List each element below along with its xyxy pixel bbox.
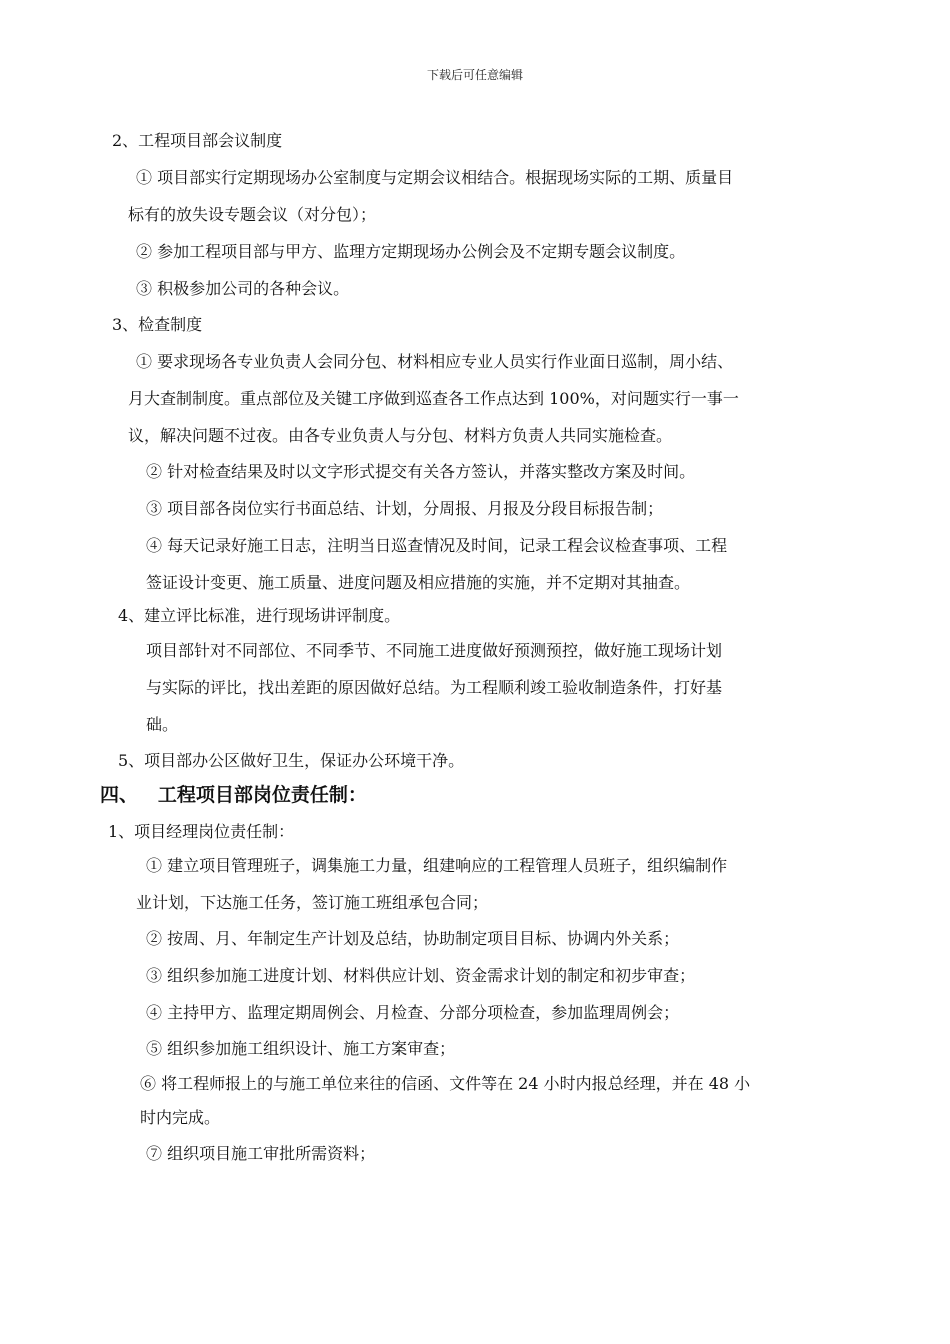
paragraph-line: ⑥ 将工程师报上的与施工单位来往的信函、文件等在 24 小时内报总经理，并在 48 小 [140, 1074, 751, 1093]
paragraph-line: ⑤ 组织参加施工组织设计、施工方案审查； [146, 1039, 456, 1058]
paragraph-line: 议，解决问题不过夜。由各专业负责人与分包、材料方负责人共同实施检查。 [128, 426, 673, 445]
paragraph-line: 时内完成。 [140, 1108, 221, 1127]
page-header: 下载后可任意编辑 [426, 68, 523, 82]
section-title: 5、项目部办公区做好卫生，保证办公环境干净。 [118, 751, 465, 770]
section-title: 3、检查制度 [112, 315, 203, 334]
paragraph-line: ② 按周、月、年制定生产计划及总结，协助制定项目目标、协调内外关系； [146, 929, 680, 948]
paragraph-line: ① 要求现场各专业负责人会同分包、材料相应专业人员实行作业面日巡制，周小结、 [136, 352, 734, 371]
paragraph-line: ③ 项目部各岗位实行书面总结、计划，分周报、月报及分段目标报告制； [146, 499, 664, 518]
paragraph-line: 标有的放失设专题会议（对分包）； [128, 205, 377, 224]
paragraph-line: ② 针对检查结果及时以文字形式提交有关各方签认，并落实整改方案及时间。 [146, 462, 696, 481]
section-title: 1、项目经理岗位责任制： [108, 822, 295, 841]
paragraph-line: ④ 主持甲方、监理定期周例会、月检查、分部分项检查，参加监理周例会； [146, 1003, 680, 1022]
section-title: 4、建立评比标准，进行现场讲评制度。 [118, 606, 401, 625]
paragraph-line: 与实际的评比，找出差距的原因做好总结。为工程顺利竣工验收制造条件，打好基 [146, 678, 723, 697]
paragraph-line: ① 建立项目管理班子，调集施工力量，组建响应的工程管理人员班子，组织编制作 [146, 856, 728, 875]
chapter-heading: 四、 工程项目部岗位责任制： [100, 784, 367, 806]
paragraph-line: ⑦ 组织项目施工审批所需资料； [146, 1144, 376, 1163]
paragraph-line: 月大查制制度。重点部位及关键工序做到巡查各工作点达到 100%，对问题实行一事一 [128, 389, 739, 408]
section-title: 2、工程项目部会议制度 [112, 131, 283, 150]
paragraph-line: ④ 每天记录好施工日志，注明当日巡查情况及时间，记录工程会议检查事项、工程 [146, 536, 728, 555]
paragraph-line: ③ 积极参加公司的各种会议。 [136, 279, 350, 298]
paragraph-line: ② 参加工程项目部与甲方、监理方定期现场办公例会及不定期专题会议制度。 [136, 242, 686, 261]
paragraph-line: ③ 组织参加施工进度计划、材料供应计划、资金需求计划的制定和初步审查； [146, 966, 696, 985]
paragraph-line: 签证设计变更、施工质量、进度问题及相应措施的实施，并不定期对其抽查。 [146, 573, 691, 592]
paragraph-line: 业计划，下达施工任务，签订施工班组承包合同； [136, 893, 489, 912]
paragraph-line: 础。 [146, 715, 179, 734]
paragraph-line: ① 项目部实行定期现场办公室制度与定期会议相结合。根据现场实际的工期、质量目 [136, 168, 734, 187]
paragraph-line: 项目部针对不同部位、不同季节、不同施工进度做好预测预控，做好施工现场计划 [146, 641, 723, 660]
